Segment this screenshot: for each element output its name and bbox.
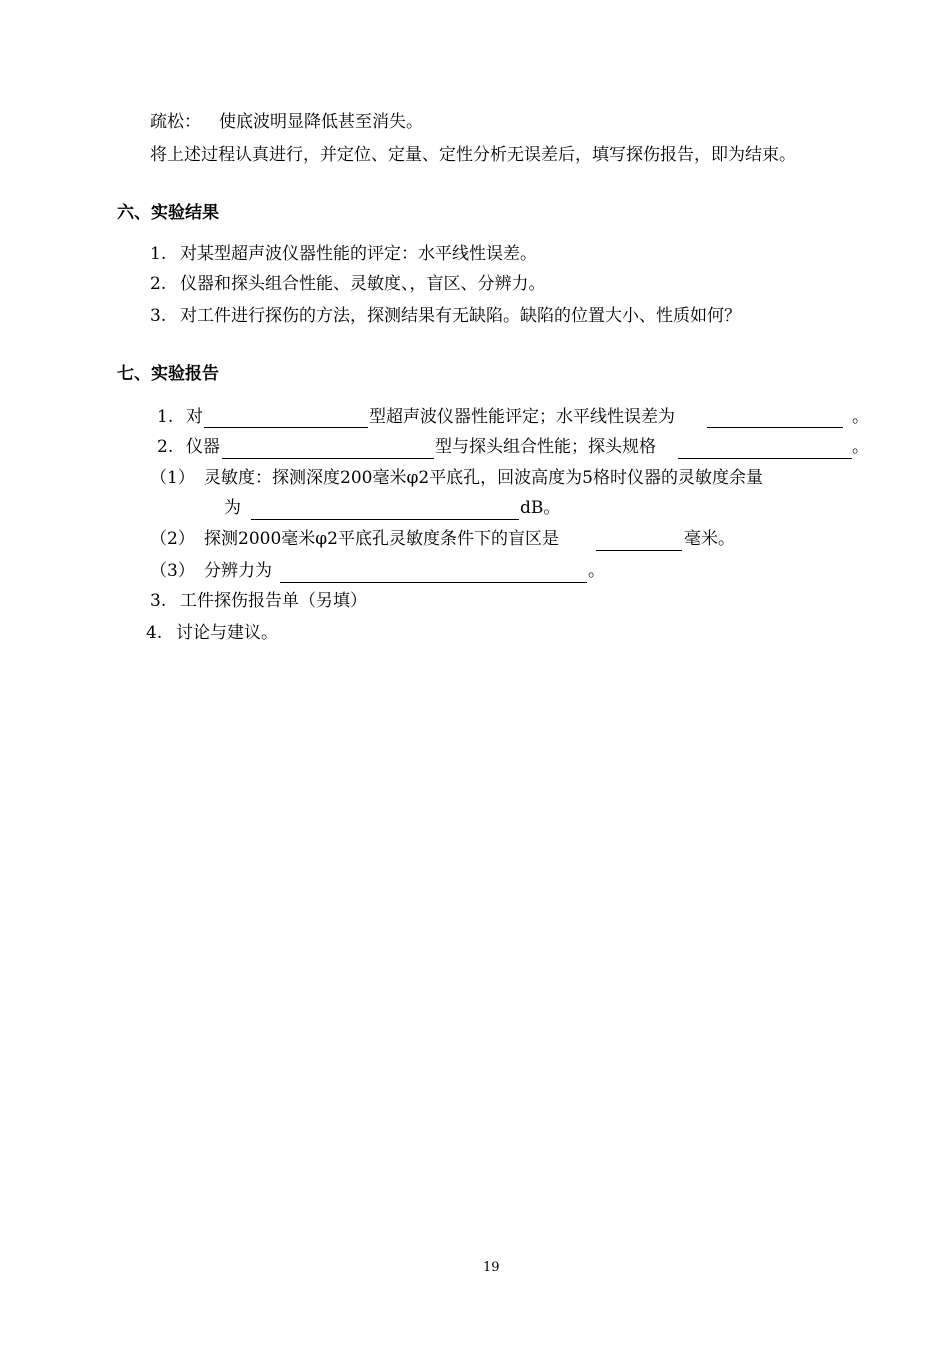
result-item-num: 1. (150, 244, 167, 264)
report-sub1-cont-post: dB。 (520, 498, 561, 518)
blank-instrument-model[interactable] (204, 427, 368, 428)
result-item-num: 3. (150, 306, 167, 326)
report-item2-post: 。 (852, 437, 869, 457)
blank-instrument-type[interactable] (222, 458, 434, 459)
blank-resolution[interactable] (280, 582, 587, 583)
porosity-text: 使底波明显降低甚至消失。 (219, 112, 423, 132)
report-item-num: 1. (157, 407, 174, 427)
page-number: 19 (483, 1260, 500, 1275)
report-item-num: 4. (146, 623, 163, 643)
report-sub2-post: 毫米。 (684, 529, 735, 549)
report-sub2-pre: 探测2000毫米φ2平底孔灵敏度条件下的盲区是 (204, 529, 559, 549)
report-item1-pre: 对 (186, 407, 203, 427)
summary-text: 将上述过程认真进行，并定位、定量、定性分析无误差后，填写探伤报告，即为结束。 (150, 145, 796, 165)
report-item4-text: 讨论与建议。 (176, 623, 278, 643)
blank-probe-spec[interactable] (678, 458, 852, 459)
report-item2-pre: 仪器 (186, 437, 220, 457)
blank-sensitivity-margin[interactable] (251, 519, 519, 520)
result-item-text: 对工件进行探伤的方法，探测结果有无缺陷。缺陷的位置大小、性质如何？ (180, 306, 741, 326)
section-heading-results: 六、实验结果 (117, 203, 219, 223)
report-item1-post: 。 (852, 407, 869, 427)
result-item-num: 2. (150, 274, 167, 294)
report-sub1-text: 灵敏度：探测深度200毫米φ2平底孔，回波高度为5格时仪器的灵敏度余量 (204, 468, 763, 488)
report-sub-num: （2） (150, 529, 195, 549)
report-item1-mid: 型超声波仪器性能评定；水平线性误差为 (369, 407, 675, 427)
report-item2-mid: 型与探头组合性能；探头规格 (435, 437, 656, 457)
result-item-text: 仪器和探头组合性能、灵敏度、，盲区、分辨力。 (180, 274, 546, 294)
section-heading-report: 七、实验报告 (117, 364, 219, 384)
report-sub3-post: 。 (588, 561, 605, 581)
blank-linearity-error[interactable] (707, 427, 843, 428)
report-item3-text: 工件探伤报告单（另填） (180, 591, 367, 611)
report-sub3-pre: 分辨力为 (204, 561, 272, 581)
report-sub-num: （3） (150, 561, 195, 581)
report-sub-num: （1） (150, 468, 195, 488)
report-sub1-cont-pre: 为 (224, 498, 241, 518)
porosity-label: 疏松： (150, 112, 201, 132)
report-item-num: 2. (157, 437, 174, 457)
result-item-text: 对某型超声波仪器性能的评定：水平线性误差。 (180, 244, 537, 264)
report-item-num: 3. (150, 591, 167, 611)
blank-dead-zone[interactable] (596, 550, 682, 551)
